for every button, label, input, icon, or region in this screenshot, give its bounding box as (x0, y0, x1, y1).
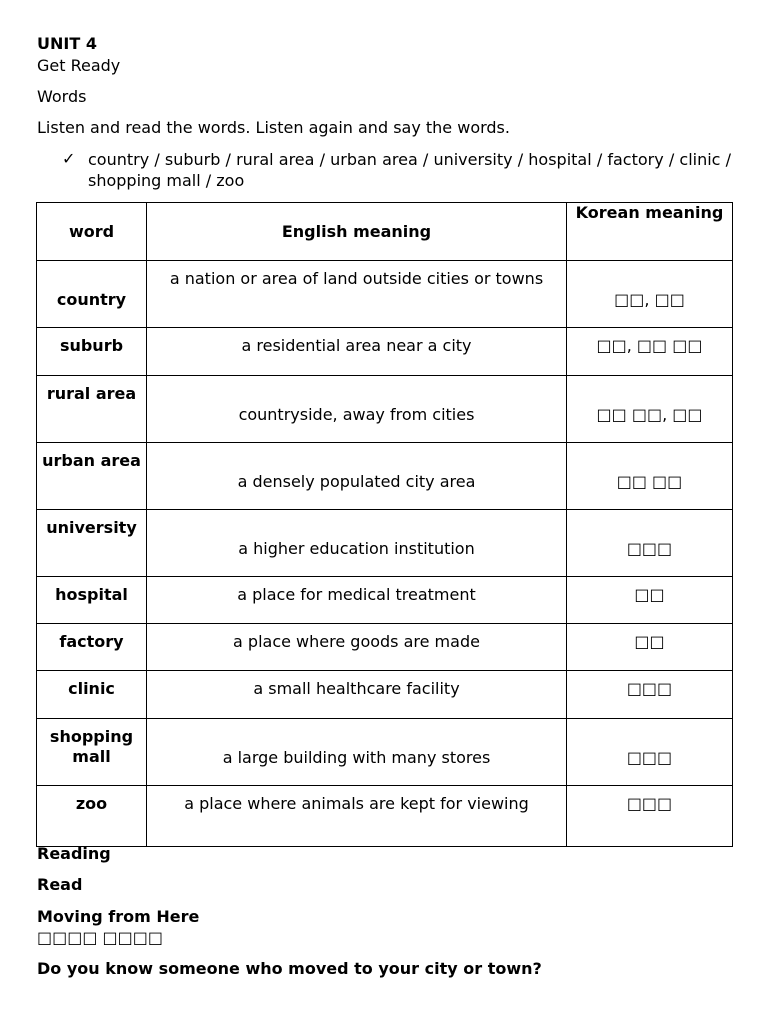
word-cell: suburb (37, 328, 147, 376)
english-meaning-cell: a small healthcare facility (147, 671, 567, 719)
korean-meaning-cell: □□□ (567, 510, 733, 577)
header-word: word (37, 203, 147, 261)
table-row (37, 328, 733, 376)
english-meaning-cell: a place where animals are kept for viewing (147, 786, 567, 847)
word-cell: zoo (37, 786, 147, 847)
korean-meaning-cell: □□ (567, 624, 733, 671)
reading-title: Moving from Here (37, 907, 200, 926)
korean-meaning-cell: □□□ (567, 786, 733, 847)
english-meaning-cell: a densely populated city area (147, 443, 567, 510)
listen-instruction: Listen and read the words. Listen again and say the words. (37, 118, 510, 137)
word-cell: clinic (37, 671, 147, 719)
header-korean-meaning: Korean meaning (567, 203, 733, 261)
word-cell: urban area (37, 443, 147, 510)
table-row (37, 261, 733, 328)
table-row (37, 671, 733, 719)
table-row (37, 719, 733, 786)
english-meaning-cell: a nation or area of land outside cities or towns (147, 261, 567, 328)
korean-meaning-cell: □□ □□ (567, 443, 733, 510)
english-meaning-cell: a place for medical treatment (147, 577, 567, 624)
english-meaning-cell: countryside, away from cities (147, 376, 567, 443)
korean-meaning-cell: □□, □□ (567, 261, 733, 328)
table-row (37, 376, 733, 443)
vocabulary-table (36, 202, 733, 847)
words-heading: Words (37, 87, 87, 106)
table-row (37, 786, 733, 847)
english-meaning-cell: a higher education institution (147, 510, 567, 577)
table-row (37, 577, 733, 624)
get-ready-label: Get Ready (37, 56, 121, 75)
korean-meaning-cell: □□ □□, □□ (567, 376, 733, 443)
word-cell: rural area (37, 376, 147, 443)
korean-meaning-cell: □□, □□ □□ (567, 328, 733, 376)
word-list-text: country / suburb / rural area / urban area / university / hospital / factory / clinic / shopping mall / zoo (88, 150, 731, 190)
header-english-meaning: English meaning (147, 203, 567, 261)
unit-title: UNIT 4 (37, 34, 97, 53)
english-meaning-cell: a large building with many stores (147, 719, 567, 786)
reading-title-korean: □□□□ □□□□ (37, 928, 164, 947)
korean-meaning-cell: □□□ (567, 719, 733, 786)
table-row (37, 510, 733, 577)
table-row (37, 443, 733, 510)
check-mark-icon: ✓ (62, 149, 76, 168)
english-meaning-cell: a residential area near a city (147, 328, 567, 376)
word-cell: hospital (37, 577, 147, 624)
word-cell: university (37, 510, 147, 577)
reading-heading: Reading (37, 844, 111, 863)
table-header-row (37, 203, 733, 261)
word-cell: factory (37, 624, 147, 671)
english-meaning-cell: a place where goods are made (147, 624, 567, 671)
word-cell: shopping mall (37, 719, 147, 786)
table-row (37, 624, 733, 671)
read-label: Read (37, 875, 83, 894)
warm-up-question: Do you know someone who moved to your city or town? (37, 959, 542, 978)
korean-meaning-cell: □□ (567, 577, 733, 624)
word-cell: country (37, 261, 147, 328)
korean-meaning-cell: □□□ (567, 671, 733, 719)
